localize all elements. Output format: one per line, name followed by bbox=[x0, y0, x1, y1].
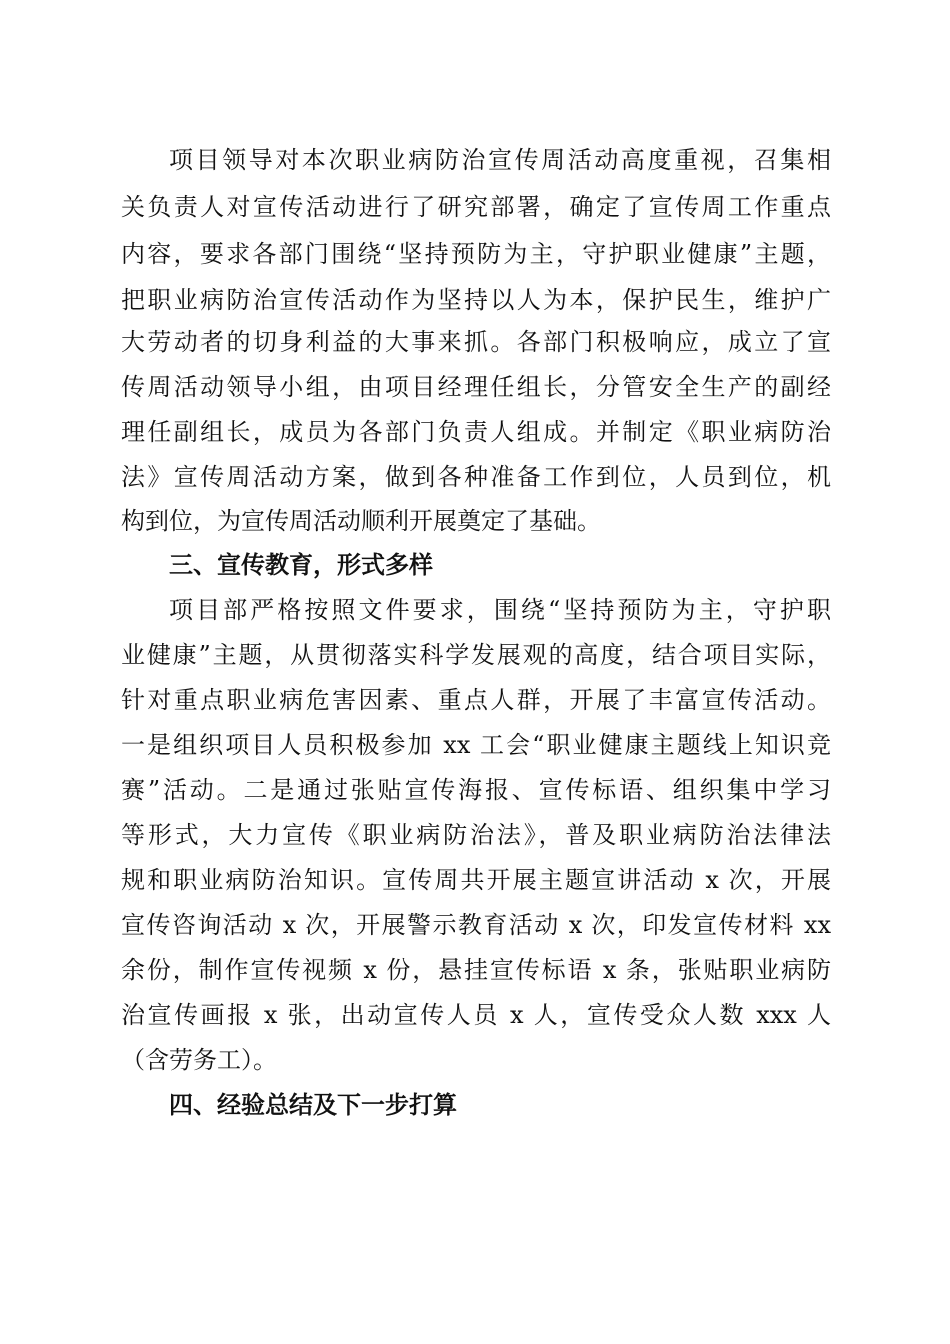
section-3-line-8: 宣传咨询活动 x 次，开展警示教育活动 x 次，印发宣传材料 xx bbox=[121, 911, 831, 939]
paragraph-1-line-5: 大劳动者的切身利益的大事来抓。各部门积极响应，成立了宣 bbox=[121, 328, 831, 356]
paragraph-1-line-8: 法》宣传周活动方案，做到各种准备工作到位，人员到位，机 bbox=[121, 463, 831, 491]
section-3-heading: 三、宣传教育，形式多样 bbox=[169, 551, 433, 579]
section-3-line-9: 余份，制作宣传视频 x 份，悬挂宣传标语 x 条，张贴职业病防 bbox=[121, 956, 831, 984]
paragraph-1-line-1: 项目领导对本次职业病防治宣传周活动高度重视，召集相 bbox=[169, 146, 831, 174]
section-4-heading: 四、经验总结及下一步打算 bbox=[169, 1091, 457, 1119]
section-3-line-3: 针对重点职业病危害因素、重点人群，开展了丰富宣传活动。 bbox=[121, 686, 831, 714]
paragraph-1-line-3: 内容，要求各部门围绕“坚持预防为主，守护职业健康”主题， bbox=[121, 240, 831, 268]
section-3-line-10: 治宣传画报 x 张，出动宣传人员 x 人，宣传受众人数 xxx 人 bbox=[121, 1001, 831, 1029]
paragraph-1-line-9: 构到位，为宣传周活动顺利开展奠定了基础。 bbox=[121, 507, 601, 535]
paragraph-1-line-2: 关负责人对宣传活动进行了研究部署，确定了宣传周工作重点 bbox=[121, 193, 831, 221]
section-3-line-1: 项目部严格按照文件要求，围绕“坚持预防为主，守护职 bbox=[169, 596, 831, 624]
section-3-line-6: 等形式，大力宣传《职业病防治法》，普及职业病防治法律法 bbox=[121, 821, 831, 849]
section-3-line-5: 赛”活动。二是通过张贴宣传海报、宣传标语、组织集中学习 bbox=[121, 776, 831, 804]
paragraph-1-line-6: 传周活动领导小组，由项目经理任组长，分管安全生产的副经 bbox=[121, 373, 831, 401]
paragraph-1-line-7: 理任副组长，成员为各部门负责人组成。并制定《职业病防治 bbox=[121, 418, 831, 446]
paragraph-1-line-4: 把职业病防治宣传活动作为坚持以人为本，保护民生，维护广 bbox=[121, 286, 831, 314]
section-3-line-2: 业健康”主题，从贯彻落实科学发展观的高度，结合项目实际， bbox=[121, 641, 831, 669]
section-3-line-4: 一是组织项目人员积极参加 xx 工会“职业健康主题线上知识竞 bbox=[121, 731, 831, 759]
section-3-line-11: （含劳务工）。 bbox=[121, 1046, 277, 1074]
section-3-line-7: 规和职业病防治知识。宣传周共开展主题宣讲活动 x 次，开展 bbox=[121, 866, 831, 894]
